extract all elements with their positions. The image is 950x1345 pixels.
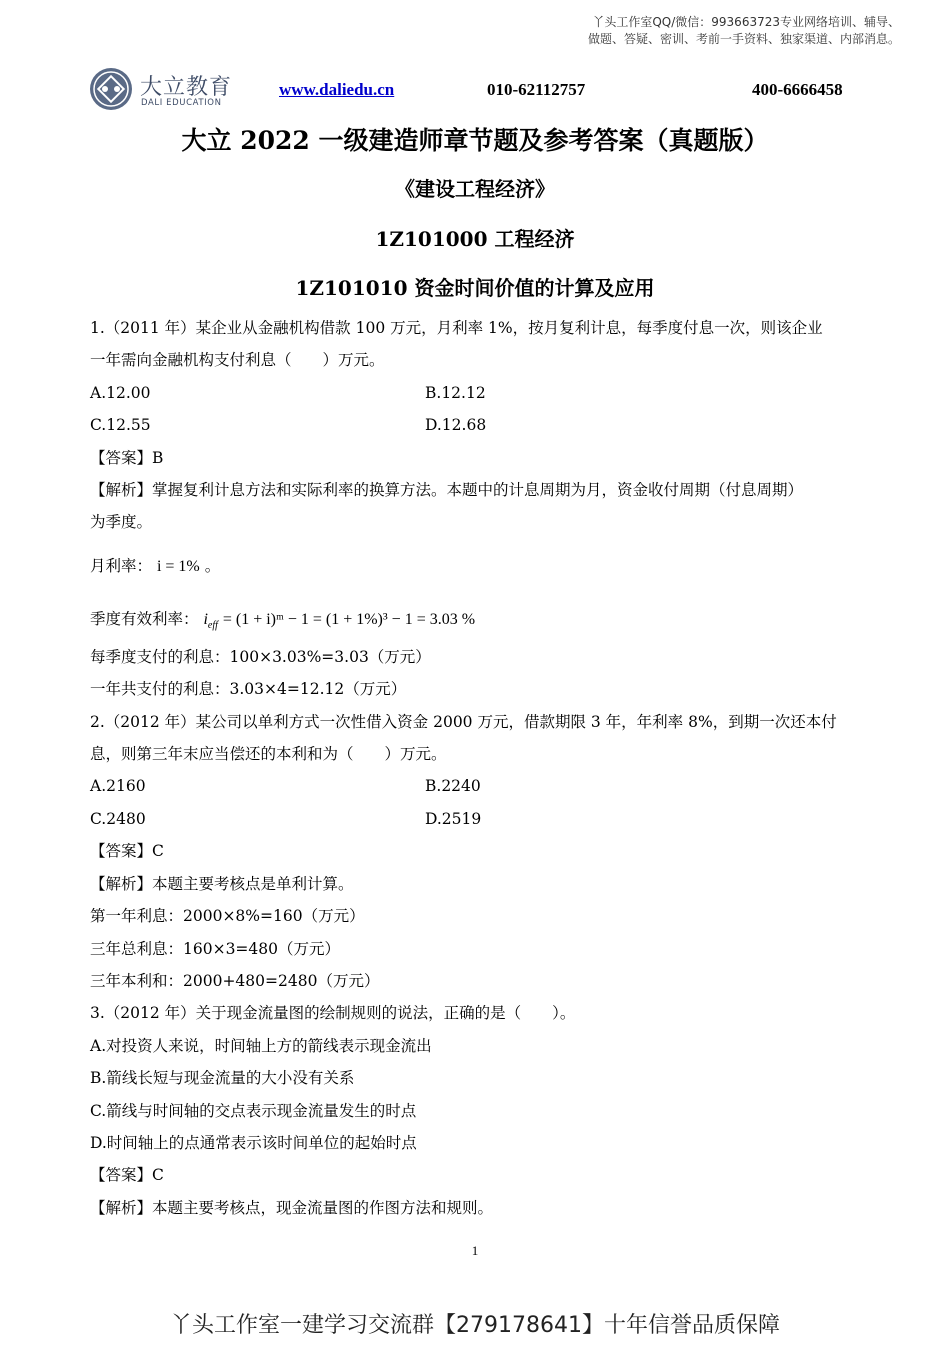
q2-option-b: B.2240 (425, 777, 481, 796)
q3-option-b: B.箭线长短与现金流量的大小没有关系 (90, 1069, 355, 1088)
section-title: 1Z101010 资金时间价值的计算及应用 (295, 276, 655, 300)
q2-explanation: 【解析】本题主要考核点是单利计算。 (90, 874, 354, 893)
top-promo-note (480, 14, 900, 48)
q2-calc-line-3: 三年本利和：2000+480=2480（万元） (90, 971, 380, 990)
logo-text-en: DALI EDUCATION (141, 98, 222, 108)
q3-option-d: D.时间轴上的点通常表示该时间单位的起始时点 (90, 1133, 417, 1152)
dali-logo-emblem-icon (90, 68, 132, 110)
document-title: 大立 2022 一级建造师章节题及参考答案（真题版） (181, 126, 769, 155)
logo-text-cn: 大立教育 (140, 75, 233, 100)
q2-stem-line-1: 2.（2012 年）某公司以单利方式一次性借入资金 2000 万元，借款期限 3 年，年利率 8%，到期一次还本付 (90, 712, 837, 731)
book-title: 《建设工程经济》 (395, 177, 555, 201)
q1-quarter-rate-label: 季度有效利率： (90, 609, 199, 628)
q1-option-a: A.12.00 (90, 383, 151, 402)
q1-explanation-line-1: 【解析】掌握复利计息方法和实际利率的换算方法。本题中的计息周期为月，资金收付周期（付息周期） (90, 481, 804, 500)
q2-option-c: C.2480 (90, 809, 146, 828)
q1-monthly-rate-line (90, 543, 870, 589)
q1-options-row-1 (90, 377, 870, 409)
q2-option-a: A.2160 (90, 777, 146, 796)
question-content (90, 312, 870, 1224)
q2-stem-line-2: 息，则第三年末应当偿还的本利和为（ ）万元。 (90, 745, 447, 764)
q1-options-row-2 (90, 409, 870, 441)
q2-option-d: D.2519 (425, 809, 482, 828)
q2-answer: 【答案】C (90, 842, 164, 861)
top-note-line-1: 丫头工作室QQ/微信：993663723专业网络培训、辅导、 (592, 15, 900, 29)
top-note-line-2: 做题、答疑、密训、考前一手资料、独家渠道、内部消息。 (587, 32, 900, 46)
q1-monthly-rate-period: 。 (204, 556, 221, 575)
q1-option-c: C.12.55 (90, 416, 151, 435)
q1-year-interest: 一年共支付的利息：3.03×4=12.12（万元） (90, 680, 407, 699)
q1-option-d: D.12.68 (425, 416, 487, 435)
q1-monthly-rate-formula: i = 1% (156, 557, 200, 575)
q1-stem-line-2: 一年需向金融机构支付利息（ ）万元。 (90, 351, 385, 370)
chapter-title: 1Z101000 工程经济 (375, 227, 575, 251)
q1-quarter-rate-line (90, 589, 870, 641)
phone-number-2: 400-6666458 (752, 80, 843, 99)
q3-answer: 【答案】C (90, 1166, 164, 1185)
q1-monthly-rate-label: 月利率： (90, 556, 153, 575)
q2-options-row-1 (90, 770, 870, 802)
footer-banner: 丫头工作室一建学习交流群【279178641】十年信誉品质保障 (170, 1313, 780, 1338)
q1-quarter-rate-formula: = (1 + i)ᵐ − 1 = (1 + 1%)³ − 1 = 3.03 % (222, 610, 476, 628)
q3-option-c: C.箭线与时间轴的交点表示现金流量发生的时点 (90, 1101, 417, 1120)
page-number: 1 (471, 1243, 479, 1258)
q2-calc-line-1: 第一年利息：2000×8%=160（万元） (90, 907, 365, 926)
q1-option-b: B.12.12 (425, 383, 486, 402)
q1-answer: 【答案】B (90, 448, 164, 467)
q1-quarter-interest: 每季度支付的利息：100×3.03%=3.03（万元） (90, 647, 431, 666)
q3-stem: 3.（2012 年）关于现金流量图的绘制规则的说法，正确的是（ ）。 (90, 1004, 576, 1023)
phone-number-1: 010-62112757 (487, 80, 586, 99)
dali-logo (90, 68, 240, 114)
q2-calc-line-2: 三年总利息：160×3=480（万元） (90, 939, 341, 958)
q1-ieff-symbol: $i_{eff}$ (203, 610, 218, 632)
q3-explanation: 【解析】本题主要考核点，现金流量图的作图方法和规则。 (90, 1198, 494, 1217)
q1-stem-line-1: 1.（2011 年）某企业从金融机构借款 100 万元，月利率 1%，按月复利计息，每季度付息一次，则该企业 (90, 319, 823, 337)
q1-explanation-line-2: 为季度。 (90, 513, 153, 532)
q2-options-row-2 (90, 803, 870, 835)
q3-option-a: A.对投资人来说，时间轴上方的箭线表示现金流出 (90, 1036, 432, 1055)
website-link[interactable]: www.daliedu.cn (279, 80, 395, 99)
